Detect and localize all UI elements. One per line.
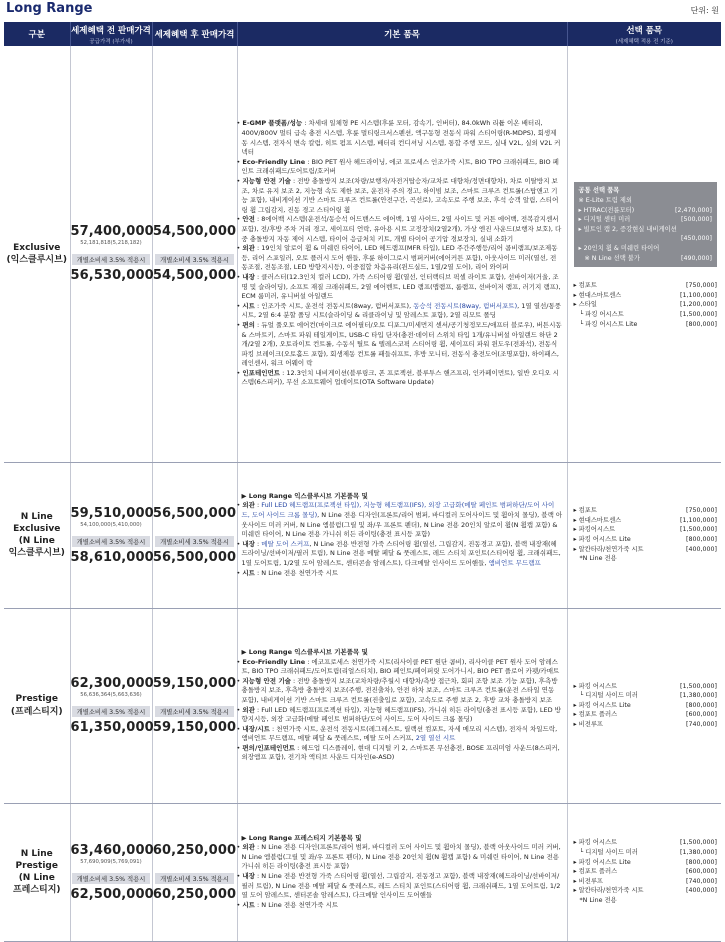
- options-cell: [567, 462, 721, 608]
- feature-label: 안전: [242, 215, 255, 224]
- feature-item: • 지능형 안전 기술 : 전방 충돌방지 보조(차량/보행자/자전거탑승자/교차로 대향차/정면대향차), 차로 이탈방지 보조, 차로 유지 보조 2, 지능형 속도 제한 보조, 운전자 주의 경고, 하이빔 보조, 스마트 크루즈 컨트롤(스탑앤고 기능 포함), 내비게이션 기반 스마트 크루즈 컨트롤(안전구간, 곡선로), 고속도로 주행 보조, 후석 승객 알림, 스티어링 휠 그립감지, 진동 경고 스티어링 휠: [236, 177, 559, 214]
- features-section-title: ▶ Long Range 프레스티지 기본품목 및: [241, 833, 362, 842]
- feature-text: :: [254, 501, 262, 510]
- feature-highlight: 2열 열선 시트: [415, 734, 456, 743]
- feature-item: • 시트 : N Line 전용 천연가죽 시트: [236, 900, 339, 909]
- common-option-item: ▸ 20인치 휠 & 미쉐린 타이어: [578, 244, 660, 252]
- trim-name-cell: [4, 608, 70, 803]
- trim-name-line: 익스클루시브): [8, 548, 65, 559]
- feature-text: , N Line 전용 반전형 가죽 스티어링 휠(열선, 그립감지, 진동경고 포함), 블랙 내장재(헤드라이닝/선바이저/필러 트림), N Line 전용 메탈 페달 & 풋레스트, 레드 스티치 포인트(스티어링 휠, 크래쉬패드, 1열 도어트림, 1/2열 도어 암레스트, 센터콘솔 암레스트), 다크메탈 인사이드 도어핸들,: [241, 539, 561, 567]
- col-features-header: 기본 품목: [237, 22, 567, 46]
- feature-text: : 인조가죽 시트, 운전석 전동시트(8way, 럼버서포트),: [254, 301, 414, 310]
- common-option-item: ▸ 빌트인 캠 2, 증강현실 내비게이션: [578, 225, 677, 233]
- common-option-item: ▸ HTRAC(전륜모터) [2,470,000]: [578, 206, 712, 214]
- option-item: ▸ 파킹 어시스트 Lite [800,000]: [573, 858, 717, 866]
- option-item: ▸ 알칸타라/천연가죽 시트 [400,000]: [573, 545, 717, 553]
- options-cell: [567, 46, 721, 462]
- feature-label: 내장: [242, 872, 255, 880]
- trim-name-line: Exclusive: [13, 523, 61, 534]
- tax-badge: 개별소비세 3.5% 적용시: [155, 536, 234, 547]
- col-trim-header: 구분: [4, 22, 70, 46]
- feature-highlight: 동승석 전동시트(8way, 럼버서포트): [413, 301, 518, 310]
- feature-label: E-GMP 플랫폼/성능: [242, 119, 303, 128]
- pre-tax-price: 63,460,000: [70, 842, 154, 858]
- feature-item: • 안전 : 8에어백 시스템(운전석/동승석 어드밴스드 에어백, 1열 사이드, 2열 사이드 및 커튼 에어백, 전복감지센서 포함), 전/후방 주차 거리 경고, 세이프티 언락, 유아용 시트 고정장치(2열2개), 가상 엔진 사운드(보행자 보호), 다중 충돌방지 자동 제어 시스템, 타이어 응급처치 키트, 개별 타이어 공기압 경보장치, 실내 소화기: [236, 215, 562, 243]
- post-tax-price-cell: [152, 803, 237, 941]
- trim-name-line: Exclusive: [13, 242, 61, 253]
- table-row: [4, 803, 721, 941]
- page-title: Long Range: [6, 1, 93, 16]
- post-tax-price-cell: [152, 608, 237, 803]
- feature-item: • 시트 : 인조가죽 시트, 운전석 전동시트(8way, 럼버서포트), 동승석 전동시트(8way, 럼버서포트), 1열 열선/통풍시트, 2열 6:4 분할 폴딩 시트(슬라이딩 & 리클라이닝 및 암레스트 포함), 2열 리모트 폴딩: [236, 301, 562, 320]
- features-section-title: ▶ Long Range 익스클루시브 기본품목 및: [241, 491, 368, 500]
- feature-text: : 에코프로세스 천연가죽 시트(리사이클 PET 원단 콤비), 리사이클 PET 원사 도어 암레스트, BIO TPO 크래쉬패드/도어트림(리얼스티치), BIO 페인트/페이퍼릿 도어가니시, BIO PET 플로어 카펫/카매트: [241, 657, 560, 676]
- option-item: ▸ 현대스마트센스 [1,100,000]: [573, 291, 717, 299]
- feature-item: • 외관 : 19인치 알로이 휠 & 미쉐린 타이어, LED 헤드램프(MFR 타입), LED 주간주행등/리어 콤비램프/보조제동등, 리어 스포일러, 오토 플러시 도어 핸들, 후륜 하이그로시 범퍼커버(에어커튼 포함), 아웃사이드 미러(열선, 전동조절, 전동조절, LED 방향지시등), 이중접합 차음유리(윈드실드, 1열/2열 도어), 리어 와이퍼: [236, 244, 558, 272]
- option-item: ▸ 비전루프 [740,000]: [573, 720, 717, 728]
- feature-item: • 내장 : N Line 전용 반전형 가죽 스티어링 휠(열선, 그립감지, 진동경고 포함), 블랙 내장재(헤드라이닝/선바이저/필러 트림), N Line 전용 메탈 페달 & 풋레스트, 레드 스티치 포인트(스티어링 휠, 크래쉬패드, 1열 도어트림, 1/2열 도어 암레스트, 센터콘솔 암레스트), 다크메탈 인사이드 도어핸들: [236, 872, 561, 900]
- feature-label: 외관: [242, 843, 255, 852]
- feature-label: 인포테인먼트: [242, 368, 281, 377]
- feature-text: : 차세대 일체형 PE 시스템(후륜 모터, 감속기, 인버터), 84.0kWh 리튬 이온 배터리, 400V/800V 멀티 급속 충전 시스템, 후륜 멀티링크서스펜션, 액구동형 전동식 파워 스티어링(R-MDPS), 회생제동 시스템, 전자식 변속 칼럼, 히트 펌프 시스템, 배터리 컨디셔닝 시스템, 통합 주행 모드, 실내 V2L, 실외 V2L 커넥터: [241, 119, 561, 157]
- features-cell: [237, 462, 567, 608]
- feature-text: , N Line 전용 디자인(프론트/리어 범퍼, 바디컬러 도어사이드 및 휠아치 몰딩), 블랙 아웃사이드 미러 커버, N Line 엠블럼(그릴 및 좌/우 프론트 펜더), N Line 전용 20인치 알로이 휠(N 휠캡 포함) & 미쉐린 타이어, N Line 전용 가니쉬 히든 라이팅(충전 표시등 포함): [241, 511, 563, 539]
- feature-label: 외관: [242, 501, 255, 510]
- tax-badge: 개별소비세 3.5% 적용시: [155, 706, 234, 717]
- feature-text: : N Line 전용 디자인(프론트/리어 범퍼, 바디컬러 도어 사이드 및 휠아치 몰딩), 블랙 아웃사이드 미러 커버, N Line 엠블럼(그릴 및 좌/우 프론트 펜더), N Line 전용 20인치 휠(N 휠캡 포함) & 미쉐린 타이어, N Line 전용 가니쉬 히든 라이팅(충전 표시등 포함): [241, 843, 561, 871]
- feature-label: 시트: [242, 900, 255, 909]
- option-note: *N Line 전용: [579, 555, 617, 563]
- trim-name-line: Prestige: [15, 694, 58, 705]
- option-item: ▸ 파킹 어시스트 Lite [800,000]: [573, 701, 717, 709]
- post-tax-price: 56,500,000: [152, 505, 237, 521]
- trim-name-line: (N Line: [18, 873, 55, 883]
- pre-tax-price: 62,300,000: [70, 676, 154, 691]
- option-item: ▸ 컴포트 [750,000]: [573, 507, 717, 515]
- table-header-row: [4, 22, 721, 46]
- option-note: *N Line 전용: [579, 896, 617, 904]
- feature-highlight: 앰비언트 무드램프: [488, 558, 541, 567]
- features-cell: [237, 803, 567, 941]
- option-item: ▸ 비전루프 [740,000]: [573, 877, 717, 885]
- top-bar: [0, 0, 725, 22]
- feature-text: : 전방 충돌방지 보조(교차차량/추월시 대향차/측방 접근차, 회피 조향 보조 기능 포함), 후측방 충돌방지 보조, 후측방 충돌방지 보조(주행, 전진출차), 안전 하차 보조, 스마트 크루즈 컨트롤(운전 스타일 연동 포함), 내비게이션 기반 스마트 크루즈 컨트롤(진출입로 포함), 고속도로 주행 보조 2, 후방 교차 충돌방지 보조: [241, 676, 558, 704]
- feature-text: : N Line 전용 천연가죽 시트: [254, 900, 339, 909]
- feature-text: : 전방 충돌방지 보조(차량/보행자/자전거탑승자/교차로 대향차/정면대향차), 차로 이탈방지 보조, 차로 유지 보조 2, 지능형 속도 제한 보조, 운전자 주의 경고, 하이빔 보조, 스마트 크루즈 컨트롤(스탑앤고 기능 포함), 내비게이션 기반 스마트 크루즈 컨트롤(안전구간, 곡선로), 고속도로 주행 보조, 후석 승객 알림, 스티어링 휠 그립감지, 진동 경고 스티어링 휠: [241, 177, 559, 214]
- options-cell: [567, 803, 721, 941]
- feature-text: , 1열 열선/통풍시트, 2열 6:4 분할 폴딩 시트(슬라이딩 & 리클라이닝 및 암레스트 포함), 2열 리모트 폴딩: [241, 301, 562, 320]
- feature-text: : N Line 전용 천연가죽 시트: [254, 568, 339, 577]
- features-section-title: ▶ Long Range 익스클루시브 기본품목 및: [241, 647, 368, 656]
- trim-name-line: (프레스티지): [10, 706, 63, 717]
- feature-item: • 외관 : Full LED 헤드램프(프로젝션 타입), 지능형 헤드램프(IFS), 외장 고급화(메탈 페인트 범퍼하단/도어 사이드, 도어 사이드 크롬 몰딩), N Line 전용 디자인(프론트/리어 범퍼, 바디컬러 도어사이드 및 휠아치 몰딩), 블랙 아웃사이드 미러 커버, N Line 엠블럼(그릴 및 좌/우 프론트 펜더), N Line 전용 20인치 알로이 휠(N 휠캡 포함) & 미쉐린 타이어, N Line 전용 가니쉬 히든 라이팅(충전 표시등 포함): [236, 501, 563, 539]
- option-item: └ 디지털 사이드 미러 [1,380,000]: [579, 849, 717, 857]
- option-item: ▸ 현대스마트센스 [1,100,000]: [573, 516, 717, 524]
- supply-price: 52,181,818(5,218,182): [80, 240, 142, 247]
- pre-tax-price-cell: [70, 462, 152, 608]
- option-item: ▸ 컴포트 플러스 [600,000]: [573, 868, 717, 876]
- col-posttax-header: 세제혜택 후 판매가격: [152, 22, 237, 46]
- feature-item: • 내장/시트 : 천연가죽 시트, 운전석 전동시트(레그레스트, 릴랙션 컴포트, 자세 메모리 시스템), 전자식 차일드락, 앰비언트 무드램프, 메탈 페달 & 풋레스트, 메탈 도어 스커프, 2열 열선 시트: [236, 724, 558, 743]
- tax-badge: 개별소비세 3.5% 적용시: [155, 254, 234, 265]
- feature-label: 지능형 안전 기술: [242, 676, 291, 685]
- feature-text: : 19인치 알로이 휠 & 미쉐린 타이어, LED 헤드램프(MFR 타입), LED 주간주행등/리어 콤비램프/보조제동등, 리어 스포일러, 오토 플러시 도어 핸들, 후륜 하이그로시 범퍼커버(에어커튼 포함), 아웃사이드 미러(열선, 전동조절, 전동조절, LED 방향지시등), 이중접합 차음유리(윈드실드, 1열/2열 도어), 리어 와이퍼: [241, 244, 558, 272]
- trim-name-line: 프레스티지): [12, 885, 61, 896]
- common-options-title: 공통 선택 품목: [578, 187, 620, 195]
- feature-text: : Full LED 헤드램프(프로젝션 타입), 지능형 헤드램프(IFS), 가니쉬 히든 라이팅(충전 표시등 포함), LED 방향지시등, 외장 고급화(메탈 페인트 범퍼하단/도어 사이드, 도어 사이드 크롬 몰딩): [241, 705, 561, 724]
- feature-item: • 내장 : 메탈 도어 스커프, N Line 전용 반전형 가죽 스티어링 휠(열선, 그립감지, 진동경고 포함), 블랙 내장재(헤드라이닝/선바이저/필러 트림), N Line 전용 메탈 페달 & 풋레스트, 레드 스티치 포인트(스티어링 휠, 크래쉬패드, 1열 도어트림, 1/2열 도어 암레스트, 센터콘솔 암레스트), 다크메탈 인사이드 도어핸들, 앰비언트 무드램프: [236, 539, 561, 567]
- trim-name-line: N Line: [20, 511, 53, 522]
- feature-label: Eco-Friendly Line: [242, 157, 306, 166]
- supply-price: 54,100,000(5,410,000): [80, 521, 142, 528]
- feature-label: 외관: [242, 244, 255, 253]
- trim-name-line: (익스클루시브): [6, 254, 67, 265]
- feature-label: 시트: [242, 568, 255, 577]
- pre-tax-price-with-tax: 61,350,000: [70, 720, 154, 735]
- pre-tax-price: 57,400,000: [70, 224, 154, 240]
- feature-text: :: [254, 539, 262, 548]
- option-item: ▸ 스타일 [1,200,000]: [573, 301, 717, 309]
- post-tax-price-with-tax: 59,150,000: [152, 720, 237, 735]
- trim-name-cell: [4, 462, 70, 608]
- feature-label: 내장/시트: [242, 724, 270, 733]
- feature-text: : N Line 전용 반전형 가죽 스티어링 휠(열선, 그립감지, 진동경고 포함), 블랙 내장재(헤드라이닝/선바이저/필러 트림), N Line 전용 메탈 페달 & 풋레스트, 레드 스티치 포인트(스티어링 휠, 크래쉬패드, 1열 도어트림, 1/2열 도어 암레스트, 센터콘솔 암레스트), 다크메탈 인사이드 도어핸들: [241, 872, 561, 900]
- trim-name-cell: [4, 46, 70, 462]
- feature-label: 편의: [242, 320, 255, 329]
- feature-label: 편의/인포테인먼트: [242, 743, 296, 752]
- trim-name-cell: [4, 803, 70, 941]
- feature-item: • 지능형 안전 기술 : 전방 충돌방지 보조(교차차량/추월시 대향차/측방 접근차, 회피 조향 보조 기능 포함), 후측방 충돌방지 보조, 후측방 충돌방지 보조(주행, 전진출차), 안전 하차 보조, 스마트 크루즈 컨트롤(운전 스타일 연동 포함), 내비게이션 기반 스마트 크루즈 컨트롤(진출입로 포함), 고속도로 주행 보조 2, 후방 교차 충돌방지 보조: [236, 676, 558, 704]
- post-tax-price-with-tax: 60,250,000: [152, 886, 237, 902]
- common-option-price: [450,000]: [681, 235, 712, 243]
- feature-item: • 시트 : N Line 전용 천연가죽 시트: [236, 568, 339, 577]
- option-item: ▸ 파킹 어시스트 [1,500,000]: [573, 839, 717, 847]
- pre-tax-price-cell: [70, 46, 152, 462]
- option-item: └ 디지털 사이드 미러 [1,380,000]: [579, 692, 717, 700]
- option-item: └ 파킹 어시스트 Lite [800,000]: [579, 320, 717, 328]
- tax-badge: 개별소비세 3.5% 적용시: [72, 706, 151, 717]
- feature-item: • Eco-Friendly Line : 에코프로세스 천연가죽 시트(리사이클 PET 원단 콤비), 리사이클 PET 원사 도어 암레스트, BIO TPO 크래쉬패드/도어트림(리얼스티치), BIO 페인트/페이퍼릿 도어가니시, BIO PET 플로어 카펫/카매트: [236, 657, 560, 676]
- post-tax-price: 60,250,000: [152, 842, 237, 858]
- trim-name-line: Prestige: [15, 860, 58, 871]
- option-item: ▸ 파킹 어시스트 [1,500,000]: [573, 682, 717, 690]
- option-item: ▸ 컴포트 플러스 [600,000]: [573, 711, 717, 719]
- feature-item: • E-GMP 플랫폼/성능 : 차세대 일체형 PE 시스템(후륜 모터, 감속기, 인버터), 84.0kWh 리튬 이온 배터리, 400V/800V 멀티 급속 충전 시스템, 후륜 멀티링크서스펜션, 액구동형 전동식 파워 스티어링(R-MDPS), 회생제동 시스템, 전자식 변속 칼럼, 히트 펌프 시스템, 배터리 컨디셔닝 시스템, 통합 주행 모드, 실내 V2L, 실외 V2L 커넥터: [236, 119, 561, 157]
- pre-tax-price-with-tax: 56,530,000: [70, 268, 154, 284]
- supply-price: 57,690,909(5,769,091): [80, 858, 142, 865]
- table-row: [4, 462, 721, 608]
- unit-label: 단위: 원: [690, 6, 719, 15]
- features-cell: [237, 46, 567, 462]
- feature-text: : 헤드업 디스플레이, 현대 디지털 키 2, 스마트폰 무선충전, BOSE 프리미엄 사운드(8스피커, 외장앰프 포함), 전기차 액티브 사운드 디자인(e-ASD): [241, 743, 560, 762]
- feature-text: : 듀얼 풀오토 에어컨(마이크로 에어필터/오토 디포그/미세먼지 센서/공기청정모드/애프터 블로우), 버튼시동 & 스마트키, 스마트 파워 테일게이트, USB-C 타입 단자(충전·데이터 스위치 타입 1개/유니버설 아일랜드 하단 2개/2열 2개), 오토라이트 컨트롤, 수동식 틸트 & 텔레스코픽 스티어링 휠, 세이프티 파워 윈도우(전좌석), 전동식 파킹 브레이크(오토홀드 포함), 회생제동 컨트롤 패들쉬프트, 후방 모니터, 전동식 충전도어(조명포함), 하이패스, 레인센서, 워크 어웨이 락: [241, 320, 562, 368]
- option-item: ▸ 알칸타라/천연가죽 시트 [400,000]: [573, 887, 717, 895]
- feature-text: : BIO PET 원사 헤드라이닝, 에코 프로세스 인조가죽 시트, BIO TPO 크래쉬패드, BIO 페인트 크래쉬패드/도어트림/호커버: [241, 157, 559, 176]
- post-tax-price-cell: [152, 462, 237, 608]
- options-cell: [567, 608, 721, 803]
- post-tax-price-cell: [152, 46, 237, 462]
- feature-item: • 인포테인먼트 : 12.3인치 내비게이션(블루링크, 폰 프로젝션, 블루투스 핸즈프리, 인카페이먼트), 일반 오디오 시스템(6스피커), 무선 소프트웨어 업데이트(OTA Software Update): [236, 368, 559, 387]
- table-row: [4, 608, 721, 803]
- trim-name-line: N Line: [20, 848, 53, 859]
- post-tax-price-with-tax: 56,500,000: [152, 549, 237, 565]
- common-option-item: ▸ 디지털 센터 미러 [500,000]: [578, 216, 712, 224]
- common-option-item: ※ N Line 선택 불가 [490,000]: [584, 254, 712, 262]
- feature-highlight: Full LED 헤드램프(프로젝션 타입), 지능형 헤드램프(IFS), 외장 고급화(메탈 페인트 범퍼하단/도어 사이드, 도어 사이드 크롬 몰딩): [241, 501, 555, 520]
- feature-item: • 편의/인포테인먼트 : 헤드업 디스플레이, 현대 디지털 키 2, 스마트폰 무선충전, BOSE 프리미엄 사운드(8스피커, 외장앰프 포함), 전기차 액티브 사운드 디자인(e-ASD): [236, 743, 560, 762]
- tax-badge: 개별소비세 3.5% 적용시: [155, 873, 234, 884]
- post-tax-price-with-tax: 54,500,000: [152, 268, 237, 284]
- feature-item: • 외관 : N Line 전용 디자인(프론트/리어 범퍼, 바디컬러 도어 사이드 및 휠아치 몰딩), 블랙 아웃사이드 미러 커버, N Line 엠블럼(그릴 및 좌/우 프론트 펜더), N Line 전용 20인치 휠(N 휠캡 포함) & 미쉐린 타이어, N Line 전용 가니쉬 히든 라이팅(충전 표시등 포함): [236, 843, 561, 871]
- tax-badge: 개별소비세 3.5% 적용시: [72, 536, 151, 547]
- feature-label: 외관: [242, 705, 255, 714]
- feature-text: : 8에어백 시스템(운전석/동승석 어드밴스드 에어백, 1열 사이드, 2열 사이드 및 커튼 에어백, 전복감지센서 포함), 전/후방 주차 거리 경고, 세이프티 언락, 유아용 시트 고정장치(2열2개), 가상 엔진 사운드(보행자 보호), 다중 충돌방지 자동 제어 시스템, 타이어 응급처치 키트, 개별 타이어 공기압 경보장치, 실내 소화기: [241, 215, 562, 243]
- option-item: ▸ 파킹 어시스트 Lite [800,000]: [573, 536, 717, 543]
- pre-tax-price-with-tax: 58,610,000: [70, 549, 154, 565]
- feature-label: 내장: [242, 272, 255, 281]
- features-cell: [237, 608, 567, 803]
- tax-badge: 개별소비세 3.5% 적용시: [72, 873, 151, 884]
- price-table: [4, 22, 721, 942]
- col-pretax-header: 세제혜택 전 판매가격 공급가격 (부가세): [70, 22, 152, 46]
- feature-text: : 클러스터(12.3인치 컬러 LCD), 가죽 스티어링 휠(열선, 인터랙티브 픽셀 라이트 포함), 선바이저(거울, 조명 및 슬라이딩), 소프트 재질 크래쉬패드, 2열 에어벤트, LED 램프(맵램프, 룸램프, 선바이저 램프, 러기지 램프), ECM 룸미러, 유니버설 아일랜드: [241, 272, 561, 301]
- feature-label: Eco-Friendly Line: [242, 657, 306, 666]
- common-options-note: ※ E-Lite 트림 제외: [578, 196, 632, 204]
- pre-tax-price-cell: [70, 803, 152, 941]
- feature-label: 지능형 안전 기술: [242, 177, 291, 185]
- col-options-header: 선택 품목 (세제혜택 적용 전 기준): [567, 22, 721, 46]
- post-tax-price: 54,500,000: [152, 224, 237, 240]
- trim-name-line: (N Line: [18, 536, 55, 546]
- feature-item: • 내장 : 클러스터(12.3인치 컬러 LCD), 가죽 스티어링 휠(열선, 인터랙티브 픽셀 라이트 포함), 선바이저(거울, 조명 및 슬라이딩), 소프트 재질 크래쉬패드, 2열 에어벤트, LED 램프(맵램프, 룸램프, 선바이저 램프, 러기지 램프), ECM 룸미러, 유니버설 아일랜드: [236, 272, 561, 301]
- feature-highlight: 메탈 도어 스커프: [261, 539, 310, 548]
- table-row: [4, 46, 721, 462]
- option-item: ▸ 컴포트 [750,000]: [573, 282, 717, 290]
- feature-label: 시트: [242, 301, 255, 310]
- option-item: ▸ 파킹어시스트 [1,500,000]: [573, 526, 717, 534]
- common-options-box: [574, 182, 718, 267]
- option-item: └ 파킹 어시스트 [1,500,000]: [579, 310, 717, 318]
- feature-label: 내장: [242, 539, 255, 548]
- feature-item: • 외관 : Full LED 헤드램프(프로젝션 타입), 지능형 헤드램프(IFS), 가니쉬 히든 라이팅(충전 표시등 포함), LED 방향지시등, 외장 고급화(메탈 페인트 범퍼하단/도어 사이드, 도어 사이드 크롬 몰딩): [236, 705, 561, 724]
- feature-item: • Eco-Friendly Line : BIO PET 원사 헤드라이닝, 에코 프로세스 인조가죽 시트, BIO TPO 크래쉬패드, BIO 페인트 크래쉬패드/도어트림/호커버: [236, 157, 559, 176]
- feature-text: : 12.3인치 내비게이션(블루링크, 폰 프로젝션, 블루투스 핸즈프리, 인카페이먼트), 일반 오디오 시스템(6스피커), 무선 소프트웨어 업데이트(OTA Software Update): [241, 368, 559, 387]
- feature-item: • 편의 : 듀얼 풀오토 에어컨(마이크로 에어필터/오토 디포그/미세먼지 센서/공기청정모드/애프터 블로우), 버튼시동 & 스마트키, 스마트 파워 테일게이트, USB-C 타입 단자(충전·데이터 스위치 타입 1개/유니버설 아일랜드 하단 2개/2열 2개), 오토라이트 컨트롤, 수동식 틸트 & 텔레스코픽 스티어링 휠, 세이프티 파워 윈도우(전좌석), 전동식 파킹 브레이크(오토홀드 포함), 회생제동 컨트롤 패들쉬프트, 후방 모니터, 전동식 충전도어(조명포함), 하이패스, 레인센서, 워크 어웨이 락: [236, 320, 562, 368]
- pre-tax-price: 59,510,000: [70, 505, 154, 521]
- post-tax-price: 59,150,000: [152, 676, 237, 691]
- supply-price: 56,636,364(5,663,636): [80, 692, 142, 698]
- tax-badge: 개별소비세 3.5% 적용시: [72, 254, 151, 265]
- feature-text: : 천연가죽 시트, 운전석 전동시트(레그레스트, 릴랙션 컴포트, 자세 메모리 시스템), 전자식 차일드락, 앰비언트 무드램프, 메탈 페달 & 풋레스트, 메탈 도어 스커프,: [241, 724, 558, 743]
- pre-tax-price-cell: [70, 608, 152, 803]
- pre-tax-price-with-tax: 62,500,000: [70, 886, 154, 902]
